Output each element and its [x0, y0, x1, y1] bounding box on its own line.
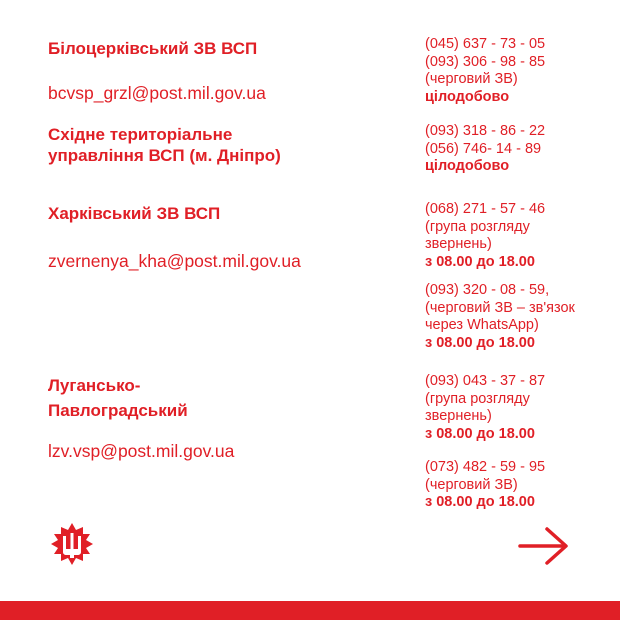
phone-line[interactable]: (093) 318 - 86 - 22: [425, 123, 546, 139]
working-hours: з 08.00 до 18.00: [425, 334, 535, 351]
contact-note: (група розгляду: [425, 390, 530, 407]
contact-block-east: [425, 123, 545, 176]
unit-title-line: Павлоградський: [48, 401, 188, 420]
contact-note: (група розгляду: [425, 218, 530, 235]
contact-note: звернень): [425, 408, 492, 424]
working-hours: з 08.00 до 18.00: [425, 494, 535, 510]
working-hours: з 08.00 до 18.00: [425, 425, 535, 442]
unit-title-luhansk: [48, 373, 188, 423]
unit-email-kharkiv[interactable]: zvernenya_kha@post.mil.gov.ua: [48, 251, 301, 271]
unit-title-line: Луганcько-: [48, 376, 141, 395]
contact-block-kharkiv-2: [425, 282, 575, 352]
phone-line[interactable]: (093) 043 - 37 - 87: [425, 373, 546, 389]
contact-note: звернень): [425, 236, 492, 252]
arrow-right-icon[interactable]: [517, 526, 571, 566]
contact-block-luhansk-2: [425, 459, 545, 512]
unit-email-bilotserkva[interactable]: bcvsp_grzl@post.mil.gov.ua: [48, 83, 266, 103]
phone-line[interactable]: (045) 637 - 73 - 05: [425, 36, 546, 52]
unit-title-bilotserkva: Білоцерківський ЗВ ВСП: [48, 39, 258, 58]
working-hours: цілодобово: [425, 88, 510, 105]
unit-title-line: управління ВСП (м. Дніпро): [48, 146, 281, 165]
phone-line[interactable]: (068) 271 - 57 - 46: [425, 201, 546, 217]
phone-line[interactable]: (093) 320 - 08 - 59,: [425, 282, 550, 298]
unit-email-luhansk[interactable]: lzv.vsp@post.mil.gov.ua: [48, 441, 235, 461]
working-hours: цілодобово: [425, 158, 510, 174]
contact-note: через WhatsApp): [425, 317, 539, 333]
bottom-bar: [0, 601, 620, 620]
phone-line[interactable]: (093) 306 - 98 - 85: [425, 53, 546, 70]
contact-note: (черговий ЗВ – зв'язок: [425, 299, 575, 316]
contact-note: (черговий ЗВ): [425, 71, 518, 87]
phone-line[interactable]: (073) 482 - 59 - 95: [425, 459, 546, 475]
unit-title-line: Східне територіальне: [48, 125, 233, 144]
contact-block-bilotserkva: [425, 36, 545, 106]
working-hours: з 08.00 до 18.00: [425, 253, 535, 270]
phone-line[interactable]: (056) 746- 14 - 89: [425, 140, 542, 157]
trident-emblem-icon: [50, 522, 94, 566]
unit-title-kharkiv: Харківський ЗВ ВСП: [48, 204, 221, 223]
unit-title-east: [48, 124, 281, 166]
contact-block-kharkiv-1: [425, 201, 545, 271]
contact-note: (черговий ЗВ): [425, 476, 518, 493]
contact-block-luhansk-1: [425, 373, 545, 443]
